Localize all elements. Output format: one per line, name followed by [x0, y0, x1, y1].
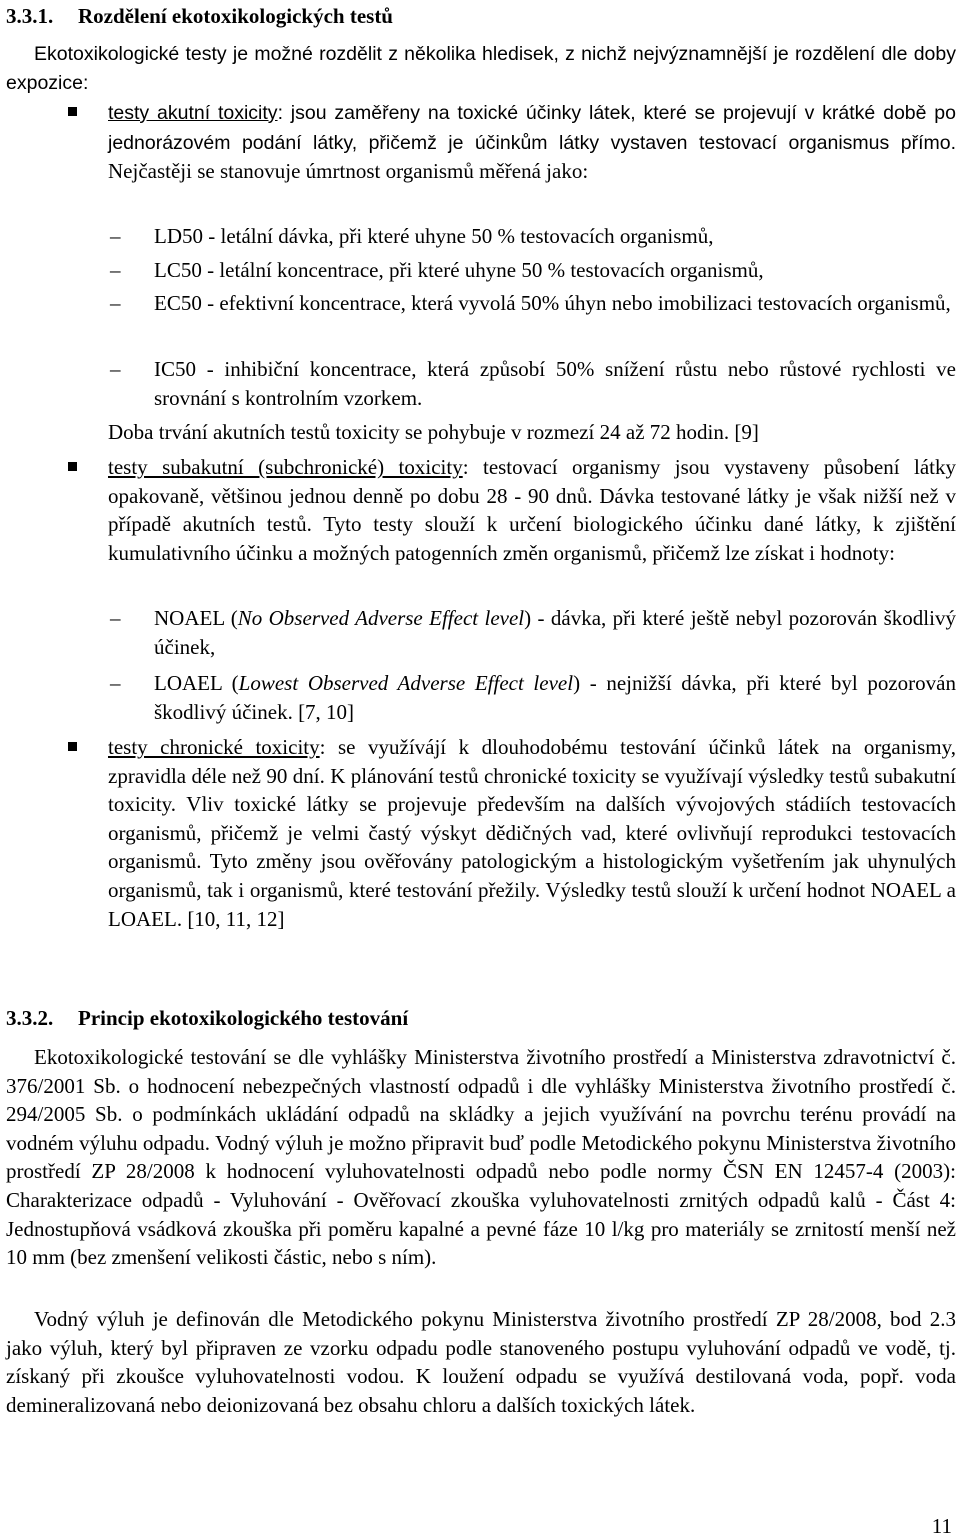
term-acute: testy akutní toxicity	[108, 102, 278, 124]
dash-icon: –	[110, 291, 121, 315]
item-text: EC50 - efektivní koncentrace, která vyvolá 50% úhyn nebo imobilizaci testovacích organismů,	[154, 291, 951, 315]
dash-icon: –	[110, 224, 121, 248]
list-item-loael	[6, 669, 956, 726]
section-number: 3.3.2.	[6, 1006, 54, 1030]
item-text: IC50 - inhibiční koncentrace, která způsobí 50% snížení růstu nebo růstové rychlosti ve srovnání s kontrolním vzorkem.	[154, 357, 956, 410]
noael-label: NOAEL (	[154, 606, 238, 630]
section-number: 3.3.1.	[6, 4, 54, 28]
dash-icon: –	[110, 357, 121, 381]
bullet-acute-toxicity	[6, 98, 956, 186]
section-heading-332	[6, 1004, 956, 1032]
bullet-square-icon	[68, 462, 77, 471]
subacute-description: : testovací organismy jsou vystaveny působení látky opakovaně, většinou jednou denně po dobu 28 - 90 dnů. Dávka testované látky je však nižší než v případě akutních testů. Tyto testy slouží k určení biologického účinku dané látky, k zjištění kumulativního účinku a možných patogenních změn organismů, přičemž lze získat i hodnoty:	[108, 455, 956, 565]
list-item-lc50	[6, 256, 956, 285]
section-title: Princip ekotoxikologického testování	[78, 1006, 409, 1030]
bullet-square-icon	[68, 107, 77, 116]
bullet-square-icon	[68, 742, 77, 751]
noael-definition: ) - dávka, při které ještě nebyl pozorován škodlivý účinek,	[154, 606, 956, 659]
dash-icon: –	[110, 258, 121, 282]
item-text: LD50 - letální dávka, při které uhyne 50 % testovacích organismů,	[154, 224, 714, 248]
chronic-description: : se využívájí k dlouhodobému testování účinků látek na organismy, zpravidla déle než 90 dní. K plánování testů chronické toxicity se využívají výsledky testů subakutní toxicity. Vliv toxické látky se projevuje především na dalších vývojových stádiích testovacích organismů, přičemž je velmi častý výskyt dědičných vad, které ovlivňují reprodukci testovacích organismů. Tyto změny jsou ověřovány patologickým a histologickým vyšetřením jak uhynulých organismů, tak i organismů, které testování přežily. Výsledky testů slouží k určení hodnot NOAEL a LOAEL. [10, 11, 12]	[108, 735, 956, 931]
list-item-noael	[6, 604, 956, 661]
acute-description: : jsou zaměřeny na toxické účinky látek, které se projevují v krátké době po jednorázovém podání látky, přičemž je účinkům látky vystaven testovací organismus přímo.	[108, 102, 956, 154]
term-subacute: testy subakutní (subchronické) toxicity	[108, 455, 463, 479]
section-title: Rozdělení ekotoxikologických testů	[78, 4, 393, 28]
loael-label: LOAEL (	[154, 671, 239, 695]
dash-icon: –	[110, 671, 121, 695]
loael-definition: ) - nejnižší dávka, při které byl pozorován škodlivý účinek. [7, 10]	[154, 671, 956, 724]
bullet-chronic-toxicity	[6, 733, 956, 933]
loael-expansion: Lowest Observed Adverse Effect level	[238, 671, 574, 695]
list-item-ic50	[6, 355, 956, 412]
bullet-subacute-toxicity	[6, 453, 956, 567]
list-item-ld50	[6, 222, 956, 251]
term-chronic: testy chronické toxicity	[108, 735, 320, 759]
principle-paragraph-1: Ekotoxikologické testování se dle vyhlášky Ministerstva životního prostředí a Ministerstva zdravotnictví č. 376/2001 Sb. o hodnocení nebezpečných vlastností odpadů i dle vyhlášky Ministerstva životního prostředí č. 294/2005 Sb. o podmínkách ukládání odpadů na skládky a jejich využívání na povrchu terénu provádí na vodném výluhu odpadu. Vodný výluh je možno připravit buď podle Metodického pokynu Ministerstva životního prostředí ZP 28/2008 k hodnocení vyluhovatelnosti odpadů nebo podle normy ČSN EN 12457-4 (2003): Charakterizace odpadů - Vyluhování - Ověřovací zkouška vyluhovatelnosti zrnitých odpadů kalů - Část 4: Jednostupňová vsádková zkouška při poměru kapalné a pevné fáze 10 l/kg pro materiály se zrnitostí menší než 10 mm (bez zmenšení velikosti částic, nebo s ním).	[6, 1045, 956, 1270]
noael-expansion: No Observed Adverse Effect level	[237, 606, 525, 630]
list-item-ec50	[6, 289, 956, 318]
intro-paragraph: Ekotoxikologické testy je možné rozdělit z několika hledisek, z nichž nejvýznamnější je rozdělení dle doby expozice:	[6, 43, 956, 94]
dash-icon: –	[110, 606, 121, 630]
page-number: 11	[931, 1514, 952, 1538]
acute-duration: Doba trvání akutních testů toxicity se pohybuje v rozmezí 24 až 72 hodin. [9]	[108, 420, 759, 444]
principle-paragraph-2: Vodný výluh je definován dle Metodického pokynu Ministerstva životního prostředí ZP 28/2008, bod 2.3 jako výluh, který byl připraven ze vzorku odpadu podle stanoveného postupu vyluhování odpadů ve vodě, tj. získaný při zkoušce vyluhovatelnosti vodou. K loužení odpadu se využívá destilovaná voda, popř. voda demineralizovaná nebo deionizovaná bez obsahu chloru a dalších toxických látek.	[6, 1307, 956, 1417]
acute-measure: Nejčastěji se stanovuje úmrtnost organismů měřená jako:	[108, 159, 589, 184]
item-text: LC50 - letální koncentrace, při které uhyne 50 % testovacích organismů,	[154, 258, 764, 282]
section-heading-331	[6, 2, 956, 30]
